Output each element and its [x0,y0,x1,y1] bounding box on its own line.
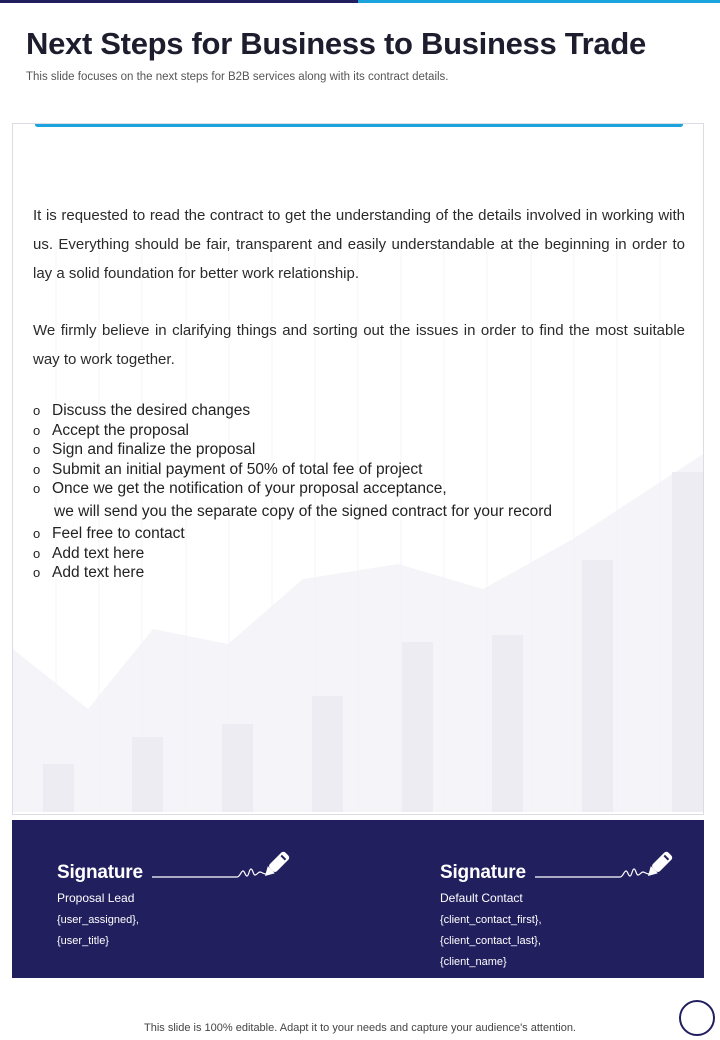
top-accent-bar-light [358,0,720,3]
list-item-text: Feel free to contact [52,525,185,542]
list-item [33,524,685,544]
background-bar [402,642,433,812]
list-item-text: Add text here [52,544,145,562]
belief-paragraph: We firmly believe in clarifying things and sorting out the issues in order to find the most suitable way to work together. [33,322,685,368]
signature-field: {client_contact_last}, [440,935,541,947]
bullet-marker: o [33,461,41,477]
bullet-marker: o [33,565,41,580]
background-bar [492,635,523,812]
list-item [33,421,685,441]
background-bar [312,696,343,812]
signature-line [151,848,296,882]
bullet-marker: o [33,526,41,541]
top-accent-bar-dark [0,0,358,3]
background-bar [43,764,74,812]
signature-role: Default Contact [440,891,523,905]
background-bar [132,737,163,812]
bullet-marker: o [33,481,41,496]
corner-circle-decoration [679,1000,715,1036]
background-bar [582,560,613,812]
signature-block-default-contact [440,848,679,968]
footer-note: This slide is 100% editable. Adapt it to your needs and capture your audience's attention. [144,1022,576,1034]
bullet-marker: o [33,442,41,457]
content-panel [12,123,704,815]
bullet-marker: o [33,545,41,561]
signature-field: {client_contact_first}, [440,914,542,926]
list-item-text: Once we get the notification of your proposal acceptance, [52,480,447,497]
signature-role: Proposal Lead [57,891,135,905]
list-item [33,401,685,421]
bullet-marker: o [33,403,41,418]
pen-icon [644,851,673,880]
list-item-continuation: we will send you the separate copy of the signed contract for your record [54,502,552,520]
list-item [33,460,685,480]
signature-field: {client_name} [440,956,507,968]
page-title: Next Steps for Business to Business Trade [26,26,646,61]
signature-title: Signature [57,862,143,883]
list-item [33,544,685,564]
signature-block-proposal-lead [57,848,296,947]
list-item-text: Accept the proposal [52,421,190,439]
signature-field: {user_assigned}, [57,914,139,926]
signature-field: {user_title} [57,935,109,947]
bullet-marker: o [33,422,41,438]
list-item [33,440,685,460]
panel-accent-bar [35,123,683,127]
signature-line [534,848,679,882]
pen-icon [261,851,290,880]
intro-paragraph: It is requested to read the contract to get the understanding of the details involved in working with us. Everything should be fair, transparent and easily understandable at the beginning in order to lay a solid foundation for better work relationship. [33,207,685,282]
list-item [33,479,685,499]
list-item-text: Discuss the desired changes [52,402,251,419]
list-item-text: Sign and finalize the proposal [52,441,256,458]
next-steps-list [33,401,685,583]
page-subtitle: This slide focuses on the next steps for B2B services along with its contract details. [26,71,449,83]
signature-band [12,820,704,978]
signature-title: Signature [440,862,526,883]
list-item [33,563,685,583]
list-item-text: Submit an initial payment of 50% of total fee of project [52,460,423,478]
background-bar [222,724,253,812]
list-item-text: Add text here [52,564,145,581]
